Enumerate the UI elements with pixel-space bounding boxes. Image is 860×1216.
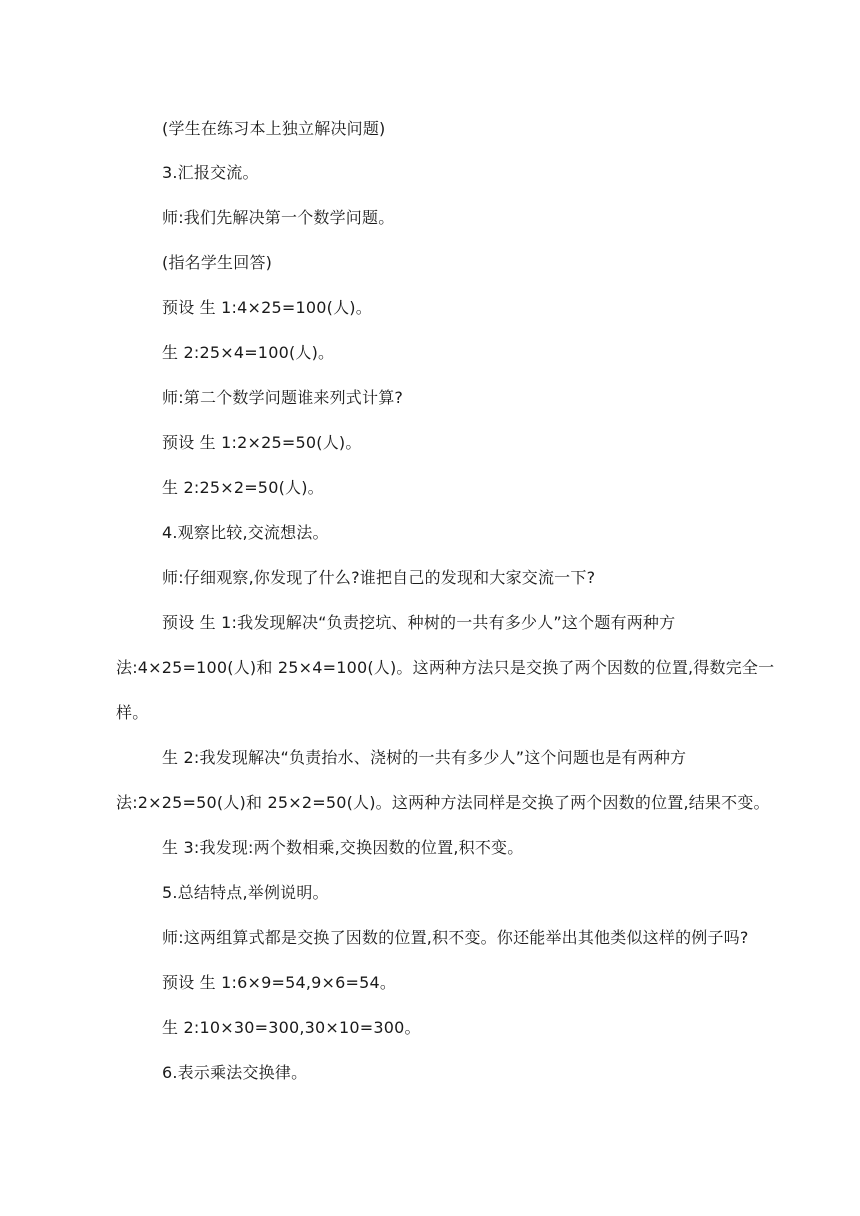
paragraph: 师:第二个数学问题谁来列式计算?	[162, 388, 404, 407]
section-heading: 4.观察比较,交流想法。	[162, 523, 329, 542]
paragraph: (学生在练习本上独立解决问题)	[162, 119, 386, 138]
paragraph: 生 2:我发现解决“负责抬水、浇树的一共有多少人”这个问题也是有两种方	[162, 748, 687, 767]
paragraph-continuation: 法:2×25=50(人)和 25×2=50(人)。这两种方法同样是交换了两个因数的位置,结果不变。	[116, 793, 770, 812]
section-heading: 3.汇报交流。	[162, 163, 259, 182]
paragraph: 预设 生 1:6×9=54,9×6=54。	[162, 973, 397, 992]
paragraph: (指名学生回答)	[162, 253, 273, 272]
section-heading: 6.表示乘法交换律。	[162, 1063, 308, 1082]
paragraph: 生 2:10×30=300,30×10=300。	[162, 1018, 421, 1037]
paragraph: 预设 生 1:我发现解决“负责挖坑、种树的一共有多少人”这个题有两种方	[162, 613, 676, 632]
paragraph-continuation: 样。	[116, 703, 149, 722]
paragraph: 师:这两组算式都是交换了因数的位置,积不变。你还能举出其他类似这样的例子吗?	[162, 928, 749, 947]
paragraph: 预设 生 1:2×25=50(人)。	[162, 433, 362, 452]
paragraph-continuation: 法:4×25=100(人)和 25×4=100(人)。这两种方法只是交换了两个因数的位置,得数完全一	[116, 658, 775, 677]
paragraph: 生 2:25×2=50(人)。	[162, 478, 324, 497]
section-heading: 5.总结特点,举例说明。	[162, 883, 329, 902]
paragraph: 生 2:25×4=100(人)。	[162, 343, 335, 362]
paragraph: 生 3:我发现:两个数相乘,交换因数的位置,积不变。	[162, 838, 524, 857]
paragraph: 预设 生 1:4×25=100(人)。	[162, 298, 372, 317]
paragraph: 师:仔细观察,你发现了什么?谁把自己的发现和大家交流一下?	[162, 568, 596, 587]
paragraph: 师:我们先解决第一个数学问题。	[162, 208, 395, 227]
